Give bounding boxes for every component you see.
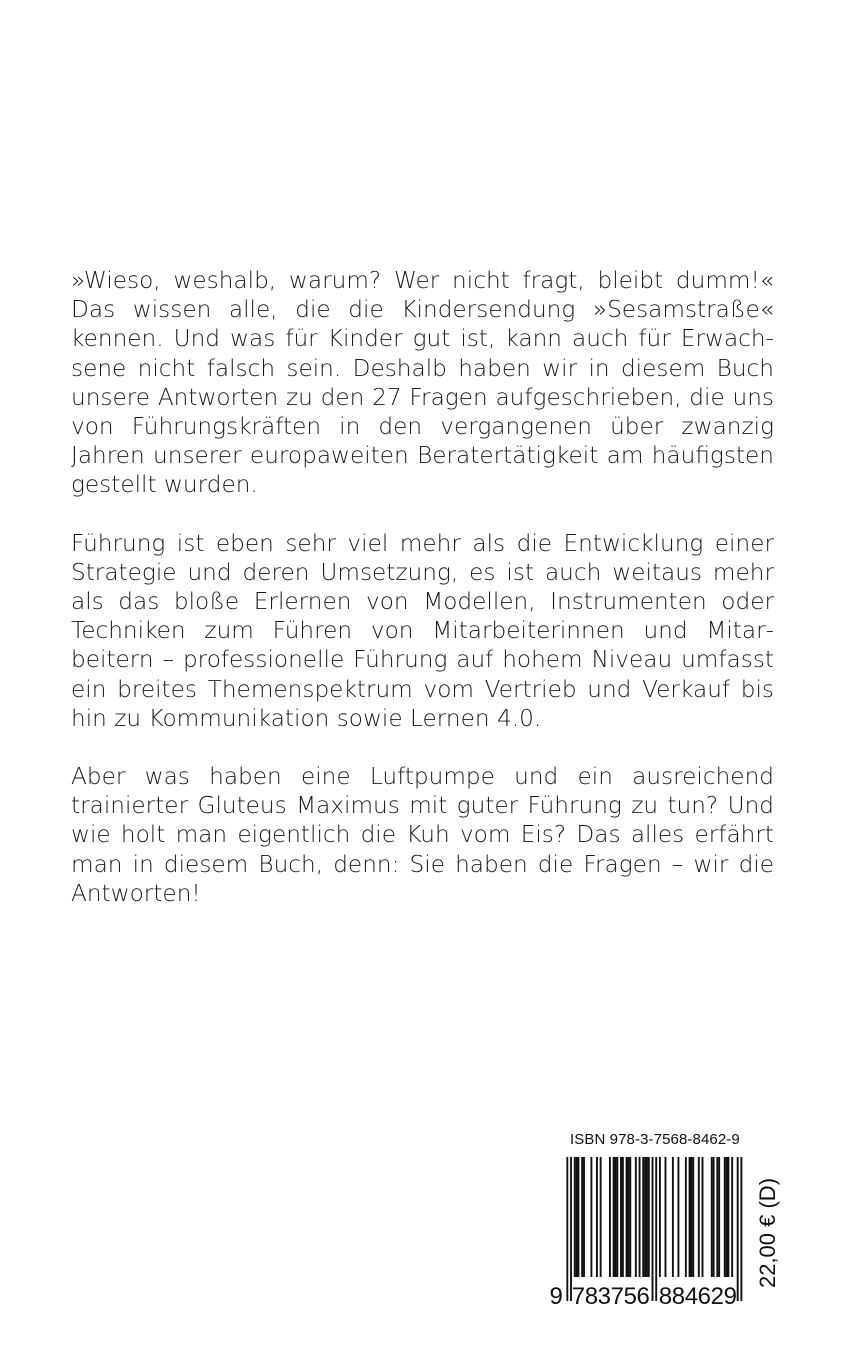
barcode-bar bbox=[615, 1157, 617, 1277]
barcode-bar bbox=[672, 1157, 674, 1277]
barcode-bar bbox=[620, 1157, 622, 1277]
barcode-bar bbox=[635, 1157, 637, 1277]
barcode-bar bbox=[727, 1157, 729, 1277]
barcode-bar bbox=[731, 1157, 733, 1277]
barcode-digit: 3 bbox=[597, 1283, 612, 1307]
barcode-bar bbox=[685, 1157, 687, 1277]
barcode-bar bbox=[574, 1157, 576, 1277]
barcode-digit: 8 bbox=[658, 1283, 673, 1307]
barcode-bar bbox=[648, 1157, 650, 1277]
barcode-bar bbox=[692, 1157, 694, 1277]
barcode-bar bbox=[596, 1157, 598, 1277]
barcode-bar bbox=[726, 1157, 728, 1277]
barcode-digit: 6 bbox=[697, 1283, 712, 1307]
barcode-bar bbox=[718, 1157, 720, 1277]
barcode-bar bbox=[600, 1157, 602, 1277]
barcode-bar bbox=[713, 1157, 715, 1277]
barcode-bar bbox=[616, 1157, 618, 1277]
barcode-bar bbox=[622, 1157, 624, 1277]
barcode-bar bbox=[689, 1157, 691, 1277]
barcode-bar bbox=[665, 1157, 667, 1277]
back-cover-blurb bbox=[71, 266, 774, 937]
barcode-bar bbox=[639, 1157, 641, 1277]
blurb-paragraph-1: »Wieso, weshalb, warum? Wer nicht fragt, bleibt dumm!« Das wissen alle, die die Kindersendung »Sesamstraße« kennen. Und was für Kinder gut ist, kann auch für Erwachsene nicht falsch sein. Deshalb haben wir in diesem Buch unsere Antworten zu den 27 Fragen aufgeschrieben, die uns von Führungskräften in den vergangenen über zwanzig Jahren unserer europaweiten Beratertätigkeit am häufigsten gestellt wurden. bbox=[71, 267, 774, 499]
barcode-digit: 9 bbox=[549, 1283, 563, 1307]
barcode-bar bbox=[577, 1157, 579, 1277]
barcode-bar bbox=[629, 1157, 631, 1277]
price-label: 22,00 € (D) bbox=[755, 1177, 780, 1289]
barcode-bar bbox=[627, 1157, 629, 1277]
barcode-bar bbox=[690, 1157, 692, 1277]
barcode-bar bbox=[642, 1157, 644, 1277]
barcode-bar bbox=[626, 1157, 628, 1277]
barcode-bar bbox=[711, 1157, 713, 1277]
barcode-bar bbox=[677, 1157, 679, 1277]
barcode-bar bbox=[644, 1157, 646, 1277]
barcode-bar bbox=[646, 1157, 648, 1277]
barcode-bar bbox=[576, 1157, 578, 1277]
barcode-bar bbox=[698, 1157, 700, 1277]
barcode-digit: 8 bbox=[584, 1283, 599, 1307]
barcode-digit: 8 bbox=[671, 1283, 686, 1307]
barcode-bar bbox=[613, 1157, 615, 1277]
barcode-digit: 4 bbox=[684, 1283, 699, 1307]
isbn-label: ISBN 978-3-7568-8462-9 bbox=[570, 1131, 740, 1148]
barcode-digit: 7 bbox=[610, 1283, 624, 1307]
barcode-bar bbox=[609, 1157, 611, 1277]
barcode-bar bbox=[583, 1157, 585, 1277]
barcode-digit: 6 bbox=[636, 1283, 650, 1307]
blurb-paragraph-2: Führung ist eben sehr viel mehr als die Entwicklung einer Strategie und deren Umsetzung, es ist auch weitaus mehr als das bloße Erlernen von Modellen, Instrumenten oder Techniken zum Führen von Mitarbeiterinnen und Mitarbeitern – professionelle Führung auf hohem Niveau umfasst ein breites Themenspektrum vom Vertrieb und Verkauf bis hin zu Kommunikation sowie Lernen 4.0. bbox=[71, 529, 774, 732]
barcode-bar bbox=[702, 1157, 704, 1277]
barcode-digit: 2 bbox=[710, 1283, 724, 1307]
barcode-digit: 7 bbox=[571, 1283, 586, 1307]
blurb-paragraph-3: Aber was haben eine Luftpumpe und ein ausreichend trainierter Gluteus Maximus mit guter Führung zu tun? Und wie holt man eigentlich die Kuh vom Eis? Das alles erfährt man in diesem Buch, denn: Sie haben die Fragen – wir die Antworten! bbox=[71, 763, 774, 907]
barcode-digit: 5 bbox=[623, 1283, 637, 1307]
barcode-bar bbox=[659, 1157, 661, 1277]
barcode-digit: 9 bbox=[723, 1283, 737, 1307]
barcode-bar bbox=[724, 1157, 726, 1277]
barcode-bar bbox=[716, 1157, 718, 1277]
barcode-bar bbox=[581, 1157, 583, 1277]
barcode-bar bbox=[590, 1157, 592, 1277]
barcode-digits bbox=[546, 1277, 746, 1307]
